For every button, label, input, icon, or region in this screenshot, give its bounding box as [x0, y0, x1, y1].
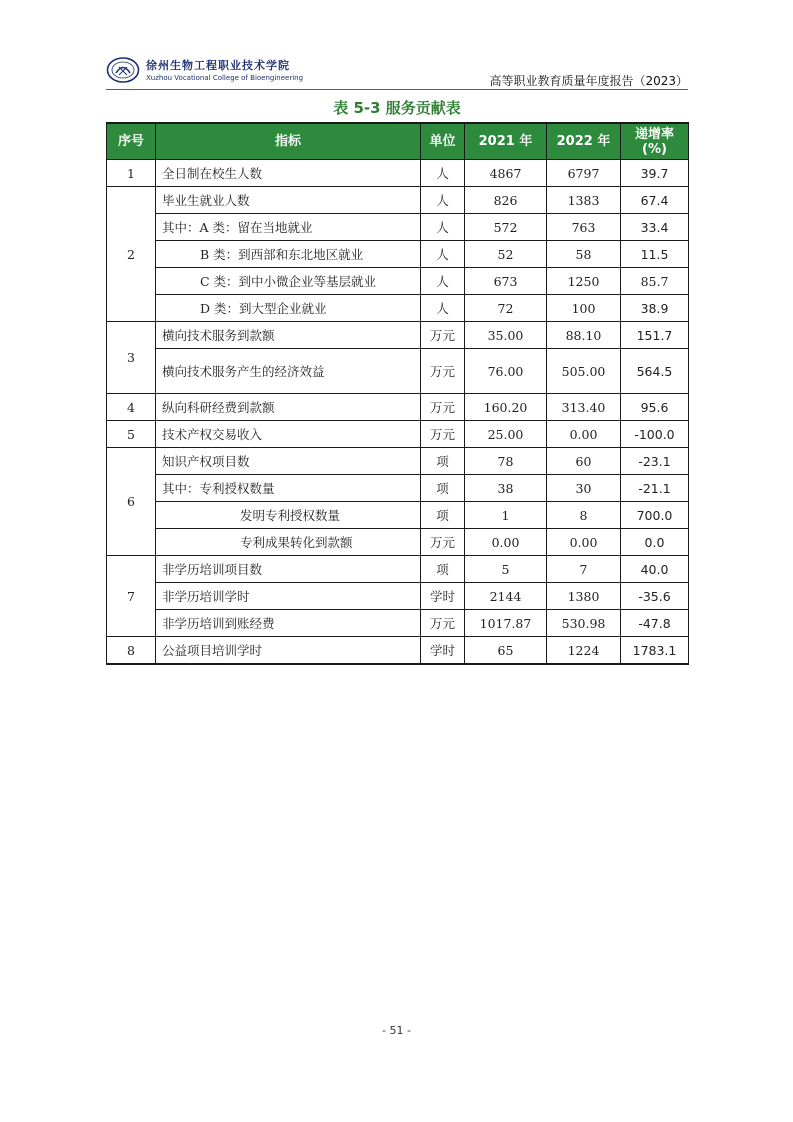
unit-cell: 学时 — [421, 583, 465, 610]
unit-cell: 万元 — [421, 421, 465, 448]
value-2021-cell: 826 — [465, 187, 547, 214]
value-2022-cell: 0.00 — [547, 529, 621, 556]
value-2021-cell: 72 — [465, 295, 547, 322]
table-row — [107, 448, 689, 475]
unit-cell: 万元 — [421, 529, 465, 556]
value-2021-cell: 35.00 — [465, 322, 547, 349]
value-2021-cell: 65 — [465, 637, 547, 665]
growth-rate-cell: 39.7 — [621, 160, 689, 187]
value-2021-cell: 38 — [465, 475, 547, 502]
indicator-cell: 横向技术服务产生的经济效益 — [156, 349, 421, 394]
value-2021-cell: 572 — [465, 214, 547, 241]
table-row — [107, 268, 689, 295]
table-row — [107, 160, 689, 187]
column-header-2022: 2022 年 — [547, 123, 621, 160]
school-name — [146, 57, 303, 82]
indicator-cell: 知识产权项目数 — [156, 448, 421, 475]
indicator-cell: 发明专利授权数量 — [156, 502, 421, 529]
growth-rate-cell: 40.0 — [621, 556, 689, 583]
growth-rate-cell: 151.7 — [621, 322, 689, 349]
column-header-no: 序号 — [107, 123, 156, 160]
value-2022-cell: 88.10 — [547, 322, 621, 349]
value-2022-cell: 505.00 — [547, 349, 621, 394]
table-row — [107, 349, 689, 394]
page-header — [106, 54, 688, 90]
value-2022-cell: 30 — [547, 475, 621, 502]
table-row — [107, 529, 689, 556]
unit-cell: 人 — [421, 241, 465, 268]
unit-cell: 万元 — [421, 322, 465, 349]
growth-rate-cell: 38.9 — [621, 295, 689, 322]
table-row — [107, 295, 689, 322]
indicator-cell: B 类：到西部和东北地区就业 — [156, 241, 421, 268]
value-2021-cell: 76.00 — [465, 349, 547, 394]
value-2021-cell: 1 — [465, 502, 547, 529]
table-title: 表 5-3 服务贡献表 — [333, 99, 461, 117]
indicator-cell: 非学历培训学时 — [156, 583, 421, 610]
header-divider — [106, 89, 688, 90]
growth-rate-cell: 95.6 — [621, 394, 689, 421]
unit-cell: 学时 — [421, 637, 465, 665]
indicator-cell: 公益项目培训学时 — [156, 637, 421, 665]
value-2022-cell: 1383 — [547, 187, 621, 214]
table-header-row — [107, 123, 689, 160]
growth-rate-cell: 33.4 — [621, 214, 689, 241]
growth-rate-cell: 67.4 — [621, 187, 689, 214]
indicator-cell: C 类：到中小微企业等基层就业 — [156, 268, 421, 295]
unit-cell: 人 — [421, 268, 465, 295]
growth-rate-cell: -21.1 — [621, 475, 689, 502]
unit-cell: 项 — [421, 502, 465, 529]
page-number: - 51 - — [382, 1024, 411, 1037]
growth-rate-cell: 700.0 — [621, 502, 689, 529]
value-2021-cell: 1017.87 — [465, 610, 547, 637]
row-number: 4 — [107, 394, 156, 421]
value-2022-cell: 1380 — [547, 583, 621, 610]
value-2021-cell: 160.20 — [465, 394, 547, 421]
table-row — [107, 556, 689, 583]
table-row — [107, 583, 689, 610]
value-2022-cell: 60 — [547, 448, 621, 475]
indicator-cell: 横向技术服务到款额 — [156, 322, 421, 349]
column-header-unit: 单位 — [421, 123, 465, 160]
unit-cell: 万元 — [421, 394, 465, 421]
column-header-growth-rate — [621, 123, 689, 160]
growth-rate-cell: -23.1 — [621, 448, 689, 475]
value-2021-cell: 4867 — [465, 160, 547, 187]
column-header-indicator: 指标 — [156, 123, 421, 160]
value-2022-cell: 1250 — [547, 268, 621, 295]
table-row — [107, 394, 689, 421]
value-2022-cell: 100 — [547, 295, 621, 322]
growth-rate-cell: 1783.1 — [621, 637, 689, 665]
growth-rate-cell: -47.8 — [621, 610, 689, 637]
row-number: 8 — [107, 637, 156, 665]
table-row — [107, 502, 689, 529]
school-name-en: Xuzhou Vocational College of Bioengineering — [146, 74, 304, 82]
row-number: 2 — [107, 187, 156, 322]
row-number: 1 — [107, 160, 156, 187]
value-2022-cell: 313.40 — [547, 394, 621, 421]
row-number: 5 — [107, 421, 156, 448]
growth-rate-cell: -100.0 — [621, 421, 689, 448]
table-row — [107, 637, 689, 665]
indicator-cell: 专利成果转化到款额 — [156, 529, 421, 556]
growth-rate-label: 递增率 — [634, 126, 674, 142]
value-2022-cell: 1224 — [547, 637, 621, 665]
indicator-cell: 其中：A 类：留在当地就业 — [156, 214, 421, 241]
unit-cell: 人 — [421, 214, 465, 241]
table-row — [107, 322, 689, 349]
indicator-cell: 非学历培训到账经费 — [156, 610, 421, 637]
indicator-cell: D 类：到大型企业就业 — [156, 295, 421, 322]
value-2021-cell: 52 — [465, 241, 547, 268]
column-header-2021: 2021 年 — [465, 123, 547, 160]
indicator-cell: 非学历培训项目数 — [156, 556, 421, 583]
value-2021-cell: 2144 — [465, 583, 547, 610]
unit-cell: 项 — [421, 475, 465, 502]
value-2021-cell: 673 — [465, 268, 547, 295]
indicator-cell: 全日制在校生人数 — [156, 160, 421, 187]
value-2021-cell: 0.00 — [465, 529, 547, 556]
table-row — [107, 241, 689, 268]
row-number: 7 — [107, 556, 156, 637]
school-name-cn: 徐州生物工程职业技术学院 — [146, 59, 290, 72]
value-2022-cell: 58 — [547, 241, 621, 268]
value-2022-cell: 6797 — [547, 160, 621, 187]
indicator-cell: 技术产权交易收入 — [156, 421, 421, 448]
table-row — [107, 187, 689, 214]
row-number: 3 — [107, 322, 156, 394]
unit-cell: 人 — [421, 160, 465, 187]
table-row — [107, 610, 689, 637]
value-2021-cell: 25.00 — [465, 421, 547, 448]
growth-rate-unit: (%) — [642, 141, 667, 157]
growth-rate-cell: 11.5 — [621, 241, 689, 268]
unit-cell: 项 — [421, 556, 465, 583]
indicator-cell: 其中：专利授权数量 — [156, 475, 421, 502]
growth-rate-cell: -35.6 — [621, 583, 689, 610]
college-logo-icon — [106, 56, 140, 84]
value-2021-cell: 78 — [465, 448, 547, 475]
unit-cell: 项 — [421, 448, 465, 475]
growth-rate-cell: 0.0 — [621, 529, 689, 556]
unit-cell: 人 — [421, 187, 465, 214]
value-2021-cell: 5 — [465, 556, 547, 583]
unit-cell: 人 — [421, 295, 465, 322]
report-title: 高等职业教育质量年度报告（2023） — [489, 74, 688, 88]
table-row — [107, 475, 689, 502]
growth-rate-cell: 85.7 — [621, 268, 689, 295]
value-2022-cell: 0.00 — [547, 421, 621, 448]
row-number: 6 — [107, 448, 156, 556]
growth-rate-cell: 564.5 — [621, 349, 689, 394]
indicator-cell: 纵向科研经费到款额 — [156, 394, 421, 421]
value-2022-cell: 763 — [547, 214, 621, 241]
table-row — [107, 421, 689, 448]
service-contribution-table — [106, 122, 689, 665]
indicator-cell: 毕业生就业人数 — [156, 187, 421, 214]
unit-cell: 万元 — [421, 349, 465, 394]
unit-cell: 万元 — [421, 610, 465, 637]
value-2022-cell: 7 — [547, 556, 621, 583]
value-2022-cell: 8 — [547, 502, 621, 529]
value-2022-cell: 530.98 — [547, 610, 621, 637]
table-row — [107, 214, 689, 241]
